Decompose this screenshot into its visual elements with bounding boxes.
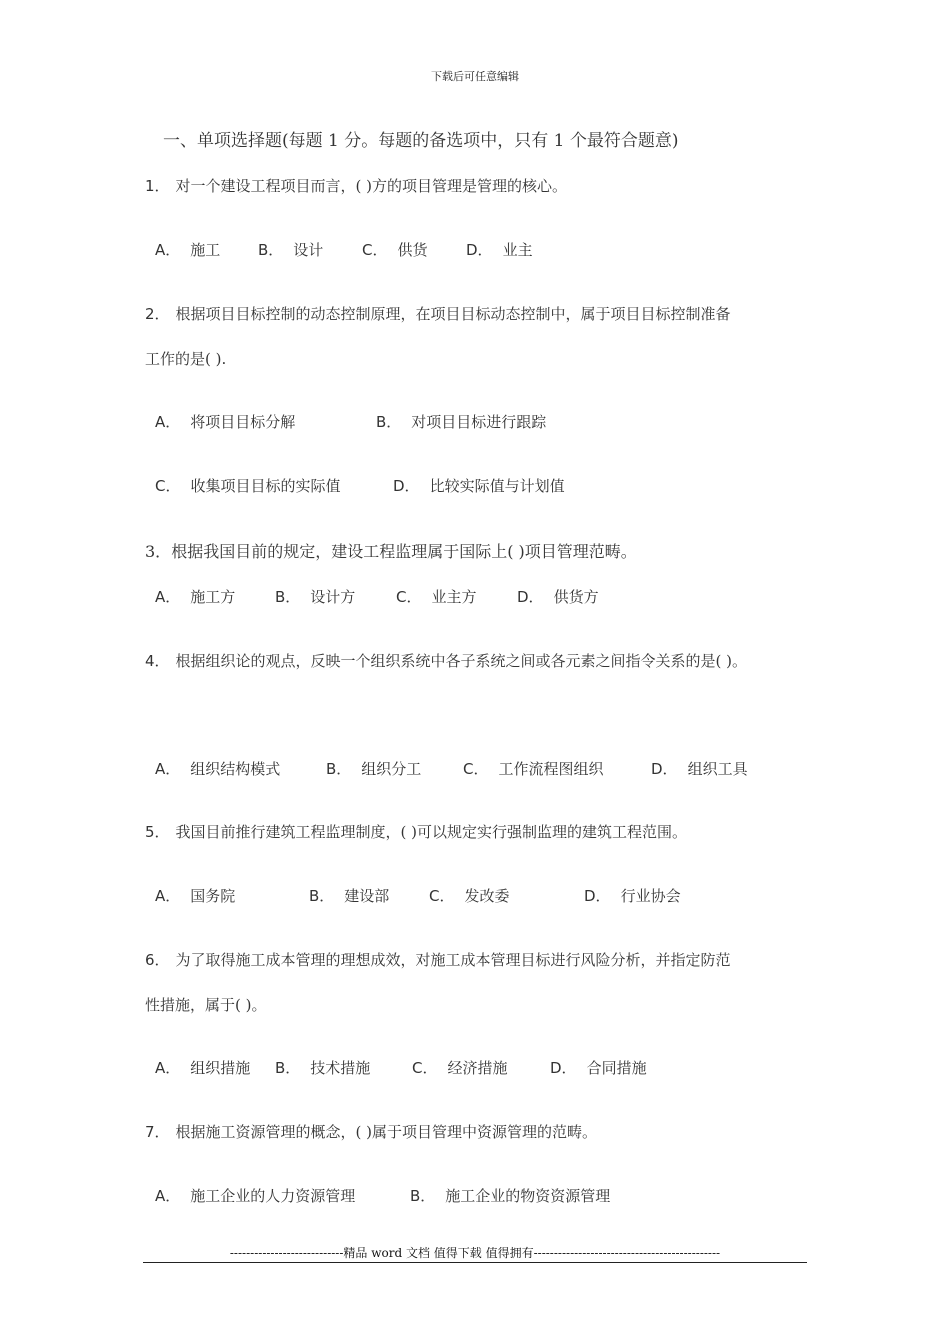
option-text: 供货: [397, 241, 428, 259]
option-text: 施工企业的物资资源管理: [445, 1187, 611, 1205]
option-1c: [362, 239, 428, 260]
option-text: 供货方: [553, 588, 599, 606]
option-5d: [584, 885, 681, 906]
option-text: 施工企业的人力资源管理: [190, 1187, 356, 1205]
option-3a: [155, 586, 235, 607]
question-number: 3．: [145, 542, 172, 561]
option-letter: A．: [155, 760, 181, 778]
question-line: 根据施工资源管理的概念，( )属于项目管理中资源管理的范畴。: [175, 1123, 598, 1141]
option-letter: D．: [550, 1059, 577, 1077]
option-text: 合同措施: [586, 1059, 647, 1077]
question-3-text: [145, 539, 637, 562]
option-text: 建设部: [344, 887, 390, 905]
option-letter: C．: [463, 760, 489, 778]
question-line: 我国目前推行建筑工程监理制度，( )可以规定实行强制监理的建筑工程范围。: [175, 823, 688, 841]
option-3c: [396, 586, 477, 607]
option-letter: A．: [155, 1059, 181, 1077]
question-line: 根据我国目前的规定，建设工程监理属于国际上( )项目管理范畴。: [171, 542, 637, 561]
question-5-text: [145, 821, 687, 842]
option-4d: [651, 758, 748, 779]
option-text: 业主方: [431, 588, 477, 606]
option-7a: [155, 1185, 355, 1206]
option-letter: B．: [376, 413, 402, 431]
option-2d: [393, 475, 565, 496]
option-text: 对项目目标进行跟踪: [411, 413, 547, 431]
footer-divider: [143, 1262, 807, 1263]
option-6b: [275, 1057, 370, 1078]
option-text: 收集项目目标的实际值: [190, 477, 341, 495]
option-text: 业主: [502, 241, 533, 259]
question-number: 7．: [145, 1123, 170, 1141]
option-2a: [155, 411, 295, 432]
question-number: 1．: [145, 177, 170, 195]
question-line: 对一个建设工程项目而言，( )方的项目管理是管理的核心。: [175, 177, 568, 195]
option-text: 发改委: [464, 887, 510, 905]
option-letter: B．: [309, 887, 335, 905]
question-2-text-cont: 工作的是( ).: [145, 350, 227, 368]
option-6d: [550, 1057, 647, 1078]
question-2-text: [145, 303, 731, 324]
question-number: 2．: [145, 305, 170, 323]
section-title: 一、单项选择题(每题 1 分。每题的备选项中，只有 1 个最符合题意): [163, 131, 679, 151]
option-1a: [155, 239, 220, 260]
option-letter: C．: [396, 588, 422, 606]
question-line: 根据项目目标控制的动态控制原理，在项目目标动态控制中，属于项目目标控制准备: [175, 305, 731, 323]
option-1b: [258, 239, 323, 260]
option-letter: A．: [155, 413, 181, 431]
option-letter: C．: [412, 1059, 438, 1077]
option-text: 经济措施: [447, 1059, 508, 1077]
option-text: 施工方: [190, 588, 236, 606]
question-number: 4．: [145, 652, 170, 670]
option-letter: D．: [466, 241, 493, 259]
option-2c: [155, 475, 341, 496]
option-letter: D．: [651, 760, 678, 778]
option-text: 组织工具: [687, 760, 748, 778]
option-text: 行业协会: [620, 887, 681, 905]
option-text: 组织措施: [190, 1059, 251, 1077]
option-5a: [155, 885, 235, 906]
option-letter: C．: [362, 241, 388, 259]
page-footer: ----------------------------精品 word 文档 值得下载 值得拥有----------------------------------------------: [229, 1246, 721, 1260]
option-letter: B．: [326, 760, 352, 778]
option-letter: D．: [517, 588, 544, 606]
option-letter: B．: [258, 241, 284, 259]
option-1d: [466, 239, 533, 260]
question-6-text: [145, 949, 731, 970]
option-2b: [376, 411, 546, 432]
option-4a: [155, 758, 280, 779]
option-letter: D．: [393, 477, 420, 495]
option-letter: B．: [275, 1059, 301, 1077]
option-letter: C．: [429, 887, 455, 905]
option-letter: A．: [155, 887, 181, 905]
option-7b: [410, 1185, 610, 1206]
option-3d: [517, 586, 599, 607]
question-4-text: [145, 650, 747, 671]
option-text: 比较实际值与计划值: [429, 477, 565, 495]
option-5c: [429, 885, 510, 906]
option-text: 组织结构模式: [190, 760, 281, 778]
option-letter: D．: [584, 887, 611, 905]
option-text: 设计方: [310, 588, 356, 606]
question-1-text: [145, 175, 567, 196]
option-text: 将项目目标分解: [190, 413, 296, 431]
option-letter: C．: [155, 477, 181, 495]
option-text: 工作流程图组织: [498, 760, 604, 778]
question-number: 6．: [145, 951, 170, 969]
option-3b: [275, 586, 355, 607]
option-text: 施工: [190, 241, 221, 259]
question-line: 根据组织论的观点，反映一个组织系统中各子系统之间或各元素之间指令关系的是( )。: [175, 652, 748, 670]
option-text: 技术措施: [310, 1059, 371, 1077]
option-letter: B．: [410, 1187, 436, 1205]
question-number: 5．: [145, 823, 170, 841]
option-text: 国务院: [190, 887, 236, 905]
question-6-text-cont: 性措施，属于( )。: [145, 996, 267, 1014]
question-7-text: [145, 1121, 597, 1142]
option-letter: A．: [155, 1187, 181, 1205]
question-line: 为了取得施工成本管理的理想成效，对施工成本管理目标进行风险分析，并指定防范: [175, 951, 731, 969]
option-letter: B．: [275, 588, 301, 606]
page-header: 下载后可任意编辑: [431, 70, 519, 83]
option-letter: A．: [155, 241, 181, 259]
option-text: 设计: [293, 241, 324, 259]
option-letter: A．: [155, 588, 181, 606]
option-4b: [326, 758, 421, 779]
option-5b: [309, 885, 389, 906]
option-4c: [463, 758, 604, 779]
option-6a: [155, 1057, 250, 1078]
option-6c: [412, 1057, 508, 1078]
option-text: 组织分工: [361, 760, 422, 778]
